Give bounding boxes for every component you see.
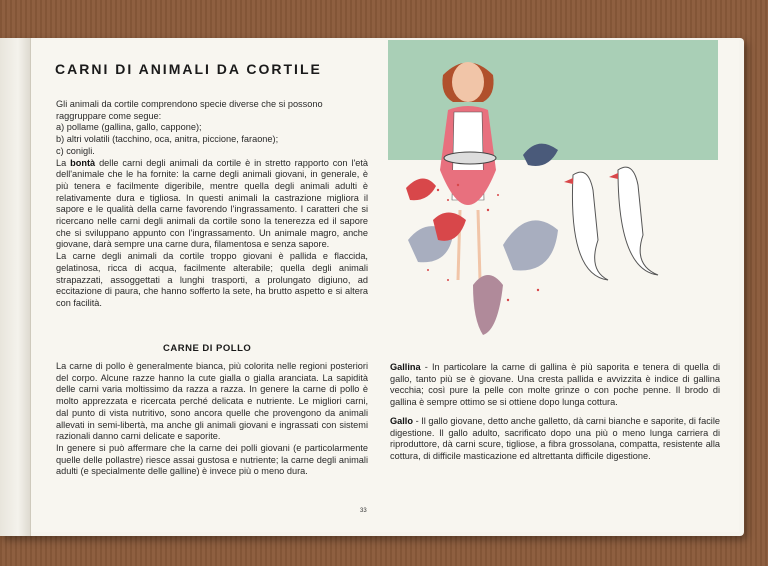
- page-title: CARNI DI ANIMALI DA CORTILE: [55, 61, 322, 77]
- gallo-text: - Il gallo giovane, detto anche galletto, dà carni bianche e saporite, di facile digestione. Il gallo adulto, sacrificato dopo una più o meno lunga carriera di riproduttore, dà carni scure, tigliose, a fibra grossolana, compatta, resistente alla cottura, di difficile masticazione ed altrettanta difficile digestione.: [390, 415, 720, 461]
- goose-beak-left: [564, 178, 573, 184]
- bonta-paragraph: [56, 158, 368, 252]
- gallo-paragraph: [390, 416, 720, 463]
- goose-beak-right: [609, 173, 618, 179]
- white-goose-left: [572, 172, 608, 280]
- gallina-label: Gallina: [390, 362, 421, 372]
- gallina-paragraph: [390, 362, 720, 409]
- bonta-keyword: bontà: [70, 157, 96, 168]
- gallo-label: Gallo: [390, 415, 413, 426]
- gallina-text: - In particolare la carne di gallina è più saporita e tenera di quella di gallo, tanto più se è giovane. Una cresta pallida e avvizzita è indice di gallina vecchia; così pure la pelle con molte grinze o con poche penne. Il brodo di gallina è sempre ottimo se si ottiene dopo lunga cottura.: [390, 362, 720, 408]
- feed-bowl: [444, 152, 496, 164]
- list-item-volatili: b) altri volatili (tacchino, oca, anitra, piccione, faraone);: [56, 134, 279, 145]
- turkey: [473, 275, 503, 335]
- wall-background: [388, 40, 718, 160]
- right-column: [390, 362, 720, 463]
- red-hen: [433, 213, 466, 241]
- white-goose-right: [618, 167, 658, 275]
- section-heading: CARNE DI POLLO: [163, 343, 252, 354]
- page-number: 33: [360, 508, 367, 514]
- intro-line: raggruppare come segue:: [56, 110, 162, 121]
- intro-column: [56, 99, 368, 310]
- woman-face: [452, 62, 484, 102]
- list-item-conigli: c) conigli.: [56, 145, 95, 156]
- intro-line: Gli animali da cortile comprendono specie diverse che si possono: [56, 99, 323, 109]
- previous-page-edge: [0, 38, 31, 536]
- pollo-paragraph: La carne di pollo è generalmente bianca, più colorita nelle regioni posteriori del corpo. Alcune razze hanno la cute gialla o gialla aranciata. La sapidità delle carni varia moltissimo da razza a razza. In genere la carne di pollo è molto apprezzata e ricercata perché delicata e nutriente. Le migliori carni, dal punto di vista nutritivo, sono ancora quelle che provengono da animali allevati in semi-libertà, ma anche gli animali giovani e ingrassati con sistemi razionali danno carni delicate e saporite.: [56, 361, 368, 442]
- list-item-pollame: a) pollame (gallina, gallo, cappone);: [56, 122, 202, 133]
- bonta-text: delle carni degli animali da cortile è in stretto rapporto con l'età dell'animale che le ha fornite: la carne degli animali giovani, in generale, è più tenera e facilmente digeribile, mentre quella degli animali adulti è relativamente dura e tigliosa. In questi animali la castrazione migliora il sapore e le qualità della carne favorendo l'ingrassamento. I caratteri che si ricercano nelle carni degli animali da cortile sono la tenerezza ed il sapore che si sviluppano appunto con l'ingrassamento. Un animale magro, anche giovane, darà sempre una carne dura, filamentosa e senza sapore.: [56, 157, 369, 250]
- pollo-column: [56, 361, 368, 478]
- pollo-paragraph-2: In genere si può affermare che la carne dei polli giovani (e particolarmente quelle delle pollastre) riesce assai gustosa e nutriente; la carne degli animali adulti (e specialmente delle galline) è invece più o meno dura.: [56, 442, 368, 477]
- red-chick: [406, 178, 436, 200]
- rooster: [503, 220, 558, 270]
- young-animals-paragraph: La carne degli animali da cortile troppo giovani è pallida e flaccida, gelatinosa, ricca di acqua, facilmente alterabile; quella degli animali strapazzati, assoggettati a lunghi trasporti, a prolungato digiuno, ad eccitazione di paura, che hanno sofferto la sete, ha brutto aspetto e si altera con facilità.: [56, 251, 368, 308]
- bonta-prefix: La: [56, 157, 71, 168]
- poultry-illustration: [388, 40, 718, 350]
